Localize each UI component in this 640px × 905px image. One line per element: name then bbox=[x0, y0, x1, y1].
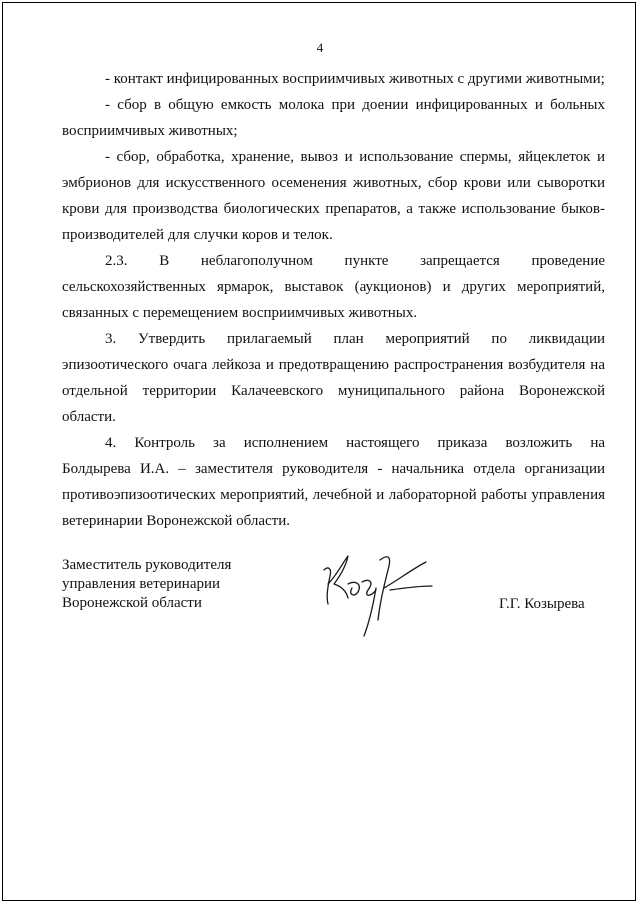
item-2-3-word: 2.3. bbox=[105, 253, 128, 269]
signatory-title bbox=[62, 556, 231, 613]
signer-name: Г.Г. Козырева bbox=[499, 596, 585, 612]
item-4-word: настоящего bbox=[346, 435, 420, 451]
item-4-word: на bbox=[590, 435, 605, 451]
item-2-3-word: пункте bbox=[344, 253, 389, 269]
item-2-3-first-line bbox=[105, 248, 605, 274]
document-body bbox=[62, 66, 605, 534]
item-4-word: за bbox=[213, 435, 226, 451]
item-2-3-rest: сельскохозяйственных ярмарок, выставок (аукционов) и других мероприятий, связанных с перемещением восприимчивых животных. bbox=[62, 279, 605, 321]
item-4-word: возложить bbox=[505, 435, 573, 451]
item-4-word: Контроль bbox=[134, 435, 195, 451]
item-3: 3. Утвердить прилагаемый план мероприятий по ликвидации эпизоотического очага лейкоза и предотвращению распространения возбудителя на отдельной территории Калачеевского муниципального района Воронежской области. bbox=[62, 331, 605, 425]
item-4-word: приказа bbox=[437, 435, 488, 451]
item-2-3-word: проведение bbox=[531, 253, 605, 269]
item-2-3 bbox=[62, 248, 605, 326]
paragraph-contact: - контакт инфицированных восприимчивых животных с другими животными; bbox=[105, 71, 605, 87]
item-2-3-word: неблагополучном bbox=[200, 253, 313, 269]
item-2-3-word: В bbox=[159, 253, 170, 269]
signatory-title-line: Заместитель руководителя bbox=[62, 557, 232, 573]
signatory-title-line: управления ветеринарии bbox=[62, 576, 221, 592]
item-4-word: 4. bbox=[105, 435, 117, 451]
item-2-3-word: запрещается bbox=[420, 253, 500, 269]
paragraph-milk-collection: - сбор в общую емкость молока при доении инфицированных и больных восприимчивых животных; bbox=[62, 97, 605, 139]
paragraph-sperm-collection: - сбор, обработка, хранение, вывоз и использование спермы, яйцеклеток и эмбрионов для искусственного осеменения животных, сбор крови или сыворотки крови для производства биологических препаратов, а также использование быков-производителей для случки коров и телок. bbox=[62, 149, 605, 243]
item-4-first-line bbox=[105, 430, 605, 456]
handwritten-signature-icon bbox=[318, 540, 438, 640]
page-number: 4 bbox=[316, 40, 324, 55]
item-4-word: исполнением bbox=[243, 435, 329, 451]
signatory-title-line: Воронежской области bbox=[62, 595, 202, 611]
item-4-rest: Болдырева И.А. – заместителя руководителя - начальника отдела организации противоэпизоотических мероприятий, лечебной и лабораторной работы управления ветеринарии Воронежской области. bbox=[62, 461, 605, 529]
item-4 bbox=[62, 430, 605, 534]
